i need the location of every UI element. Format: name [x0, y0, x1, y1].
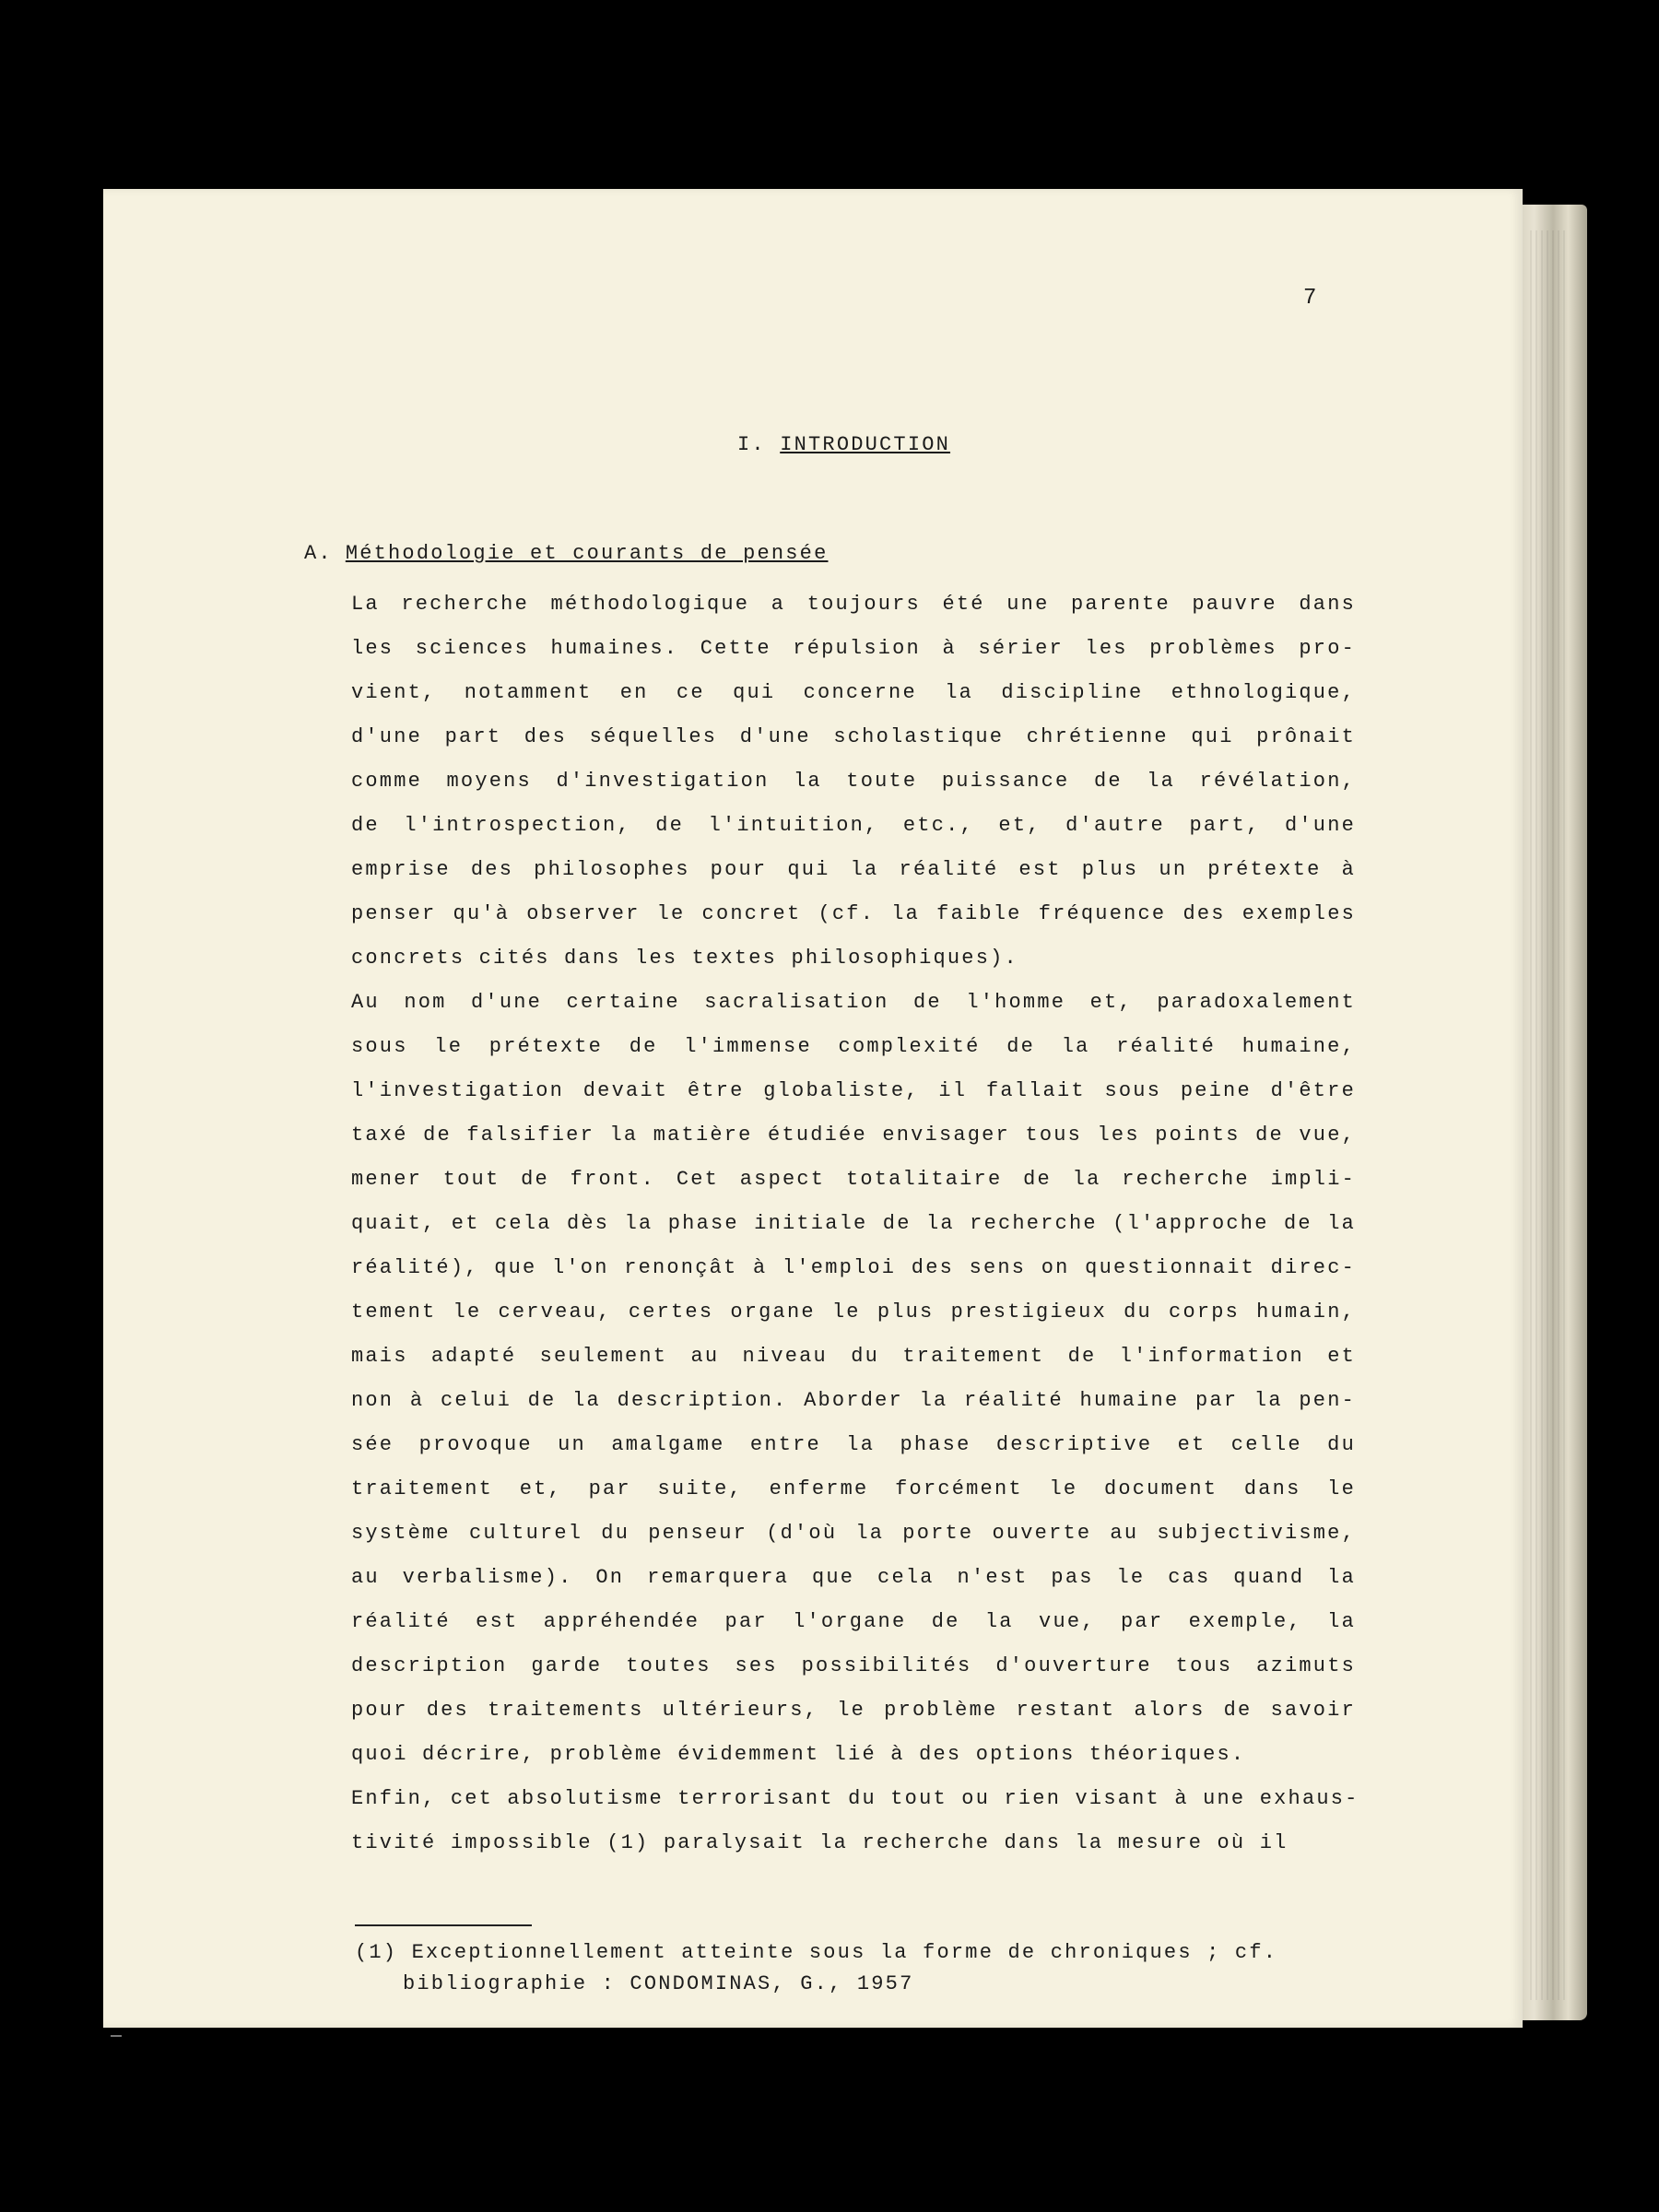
footnote-line-1: (1) Exceptionnellement atteinte sous la forme de chroniques ; cf. [355, 1941, 1278, 1964]
body-line: Enfin, cet absolutisme terrorisant du tout ou rien visant à une exhaus- [351, 1787, 1359, 1810]
body-line: non à celui de la description. Aborder la réalité humaine par la pen- [351, 1389, 1356, 1412]
body-line: pour des traitements ultérieurs, le problème restant alors de savoir [351, 1699, 1356, 1722]
section-heading [304, 542, 829, 565]
body-line: au verbalisme). On remarquera que cela n'est pas le cas quand la [351, 1566, 1356, 1589]
footnote-line-2: bibliographie : CONDOMINAS, G., 1957 [403, 1972, 914, 1995]
body-line: réalité est appréhendée par l'organe de la vue, par exemple, la [351, 1610, 1356, 1633]
body-line: vient, notamment en ce qui concerne la discipline ethnologique, [351, 681, 1356, 704]
body-line: emprise des philosophes pour qui la réalité est plus un prétexte à [351, 858, 1356, 881]
body-line: quait, et cela dès la phase initiale de la recherche (l'approche de la [351, 1212, 1356, 1235]
body-text [351, 582, 1359, 1865]
body-line: sée provoque un amalgame entre la phase descriptive et celle du [351, 1433, 1356, 1456]
body-line: traitement et, par suite, enferme forcément le document dans le [351, 1477, 1356, 1500]
chapter-title [737, 433, 950, 456]
chapter-title-prefix: I. [737, 433, 781, 456]
body-line: quoi décrire, problème évidemment lié à des options théoriques. [351, 1743, 1246, 1766]
footnote [355, 1937, 1277, 2000]
body-line: l'investigation devait être globaliste, il fallait sous peine d'être [351, 1079, 1356, 1102]
section-letter: A. [304, 542, 333, 565]
body-line: d'une part des séquelles d'une scholastique chrétienne qui prônait [351, 725, 1356, 748]
section-title: Méthodologie et courants de pensée [345, 542, 829, 565]
chapter-title-main: INTRODUCTION [780, 433, 951, 456]
body-line: tement le cerveau, certes organe le plus prestigieux du corps humain, [351, 1300, 1356, 1324]
body-line: penser qu'à observer le concret (cf. la faible fréquence des exemples [351, 902, 1356, 925]
body-line: sous le prétexte de l'immense complexité de la réalité humaine, [351, 1035, 1356, 1058]
margin-mark [111, 2035, 122, 2037]
body-line: les sciences humaines. Cette répulsion à sérier les problèmes pro- [351, 637, 1356, 660]
page-number: 7 [1303, 286, 1319, 311]
body-line: mais adapté seulement au niveau du traitement de l'information et [351, 1345, 1356, 1368]
body-line: comme moyens d'investigation la toute puissance de la révélation, [351, 770, 1356, 793]
body-line: tivité impossible (1) paralysait la recherche dans la mesure où il [351, 1831, 1288, 1854]
body-line: de l'introspection, de l'intuition, etc., et, d'autre part, d'une [351, 814, 1356, 837]
body-line: taxé de falsifier la matière étudiée envisager tous les points de vue, [351, 1124, 1356, 1147]
body-line: La recherche méthodologique a toujours été une parente pauvre dans [351, 593, 1356, 616]
body-line: mener tout de front. Cet aspect totalitaire de la recherche impli- [351, 1168, 1356, 1191]
footnote-rule [355, 1924, 532, 1926]
body-line: description garde toutes ses possibilités d'ouverture tous azimuts [351, 1654, 1356, 1677]
body-line: Au nom d'une certaine sacralisation de l'homme et, paradoxalement [351, 991, 1356, 1014]
body-line: réalité), que l'on renonçât à l'emploi des sens on questionnait direc- [351, 1256, 1356, 1279]
body-line: concrets cités dans les textes philosophiques). [351, 947, 1018, 970]
page-stack-lines [1530, 230, 1567, 2000]
body-line: système culturel du penseur (d'où la porte ouverte au subjectivisme, [351, 1522, 1356, 1545]
